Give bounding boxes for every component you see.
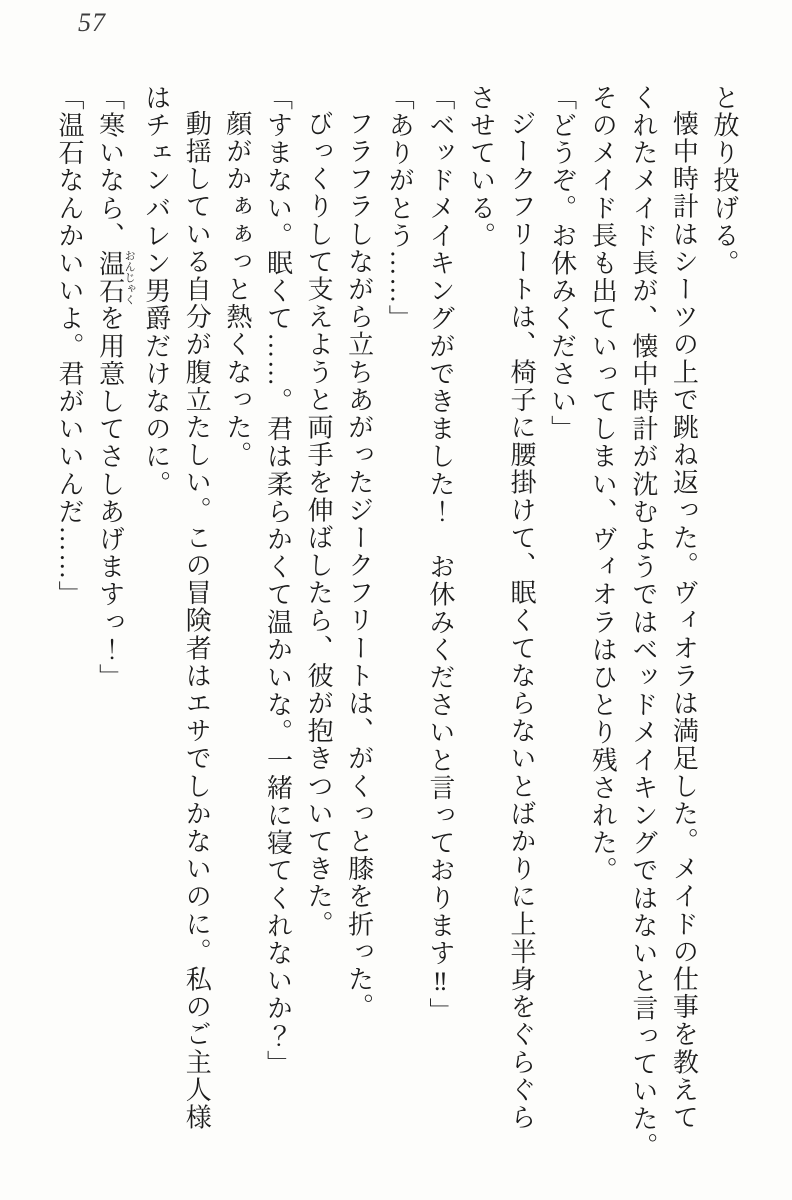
page-number: 57 <box>78 8 106 37</box>
text-line: 顔がかぁぁっと熱くなった。 <box>222 110 252 469</box>
text-line: くれたメイド長が、懐中時計が沈むようではベッドメイキングではないと言っていた。 <box>628 84 658 1161</box>
text-columns <box>52 84 744 1188</box>
text-line: びっくりして支えようと両手を伸ばしたら、彼が抱きついてきた。 <box>304 110 334 938</box>
text-line: 「温石なんかいいよ。君がいいんだ……」 <box>55 84 84 609</box>
text-line: フラフラしながら立ちあがったジークフリートは、がくっと膝を折った。 <box>344 110 374 1021</box>
text-line: 「ありがとう……」 <box>385 84 415 333</box>
text-line: はチェンバレン男爵だけなのに。 <box>141 84 171 498</box>
text-line: させている。 <box>466 84 496 250</box>
text-line: 「どうぞ。お休みください」 <box>547 84 577 443</box>
text-line: 「寒いなら、温石おんじゃくを用意してさしあげますっ！」 <box>95 84 136 692</box>
text-line: 懐中時計はシーツの上で跳ね返った。ヴィオラは満足した。メイドの仕事を教えて <box>669 110 699 1132</box>
text-line: そのメイド長も出ていってしまい、ヴィオラはひとり残された。 <box>588 84 618 885</box>
furigana-text: おんじゃく <box>123 249 136 305</box>
text-line: ジークフリートは、椅子に腰掛けて、眠くてならないとばかりに上半身をぐらぐら <box>507 110 537 1132</box>
text-line: 動揺している自分が腹立たしい。この冒険者はエサでしかないのに。私のご主人様 <box>182 110 212 1132</box>
text-line: と放り投げる。 <box>710 84 739 278</box>
text-line: 「ベッドメイキングができました！ お休みくださいと言っております‼」 <box>425 84 455 1026</box>
text-line: 「すまない。眠くて……。君は柔らかくて温かいな。一緒に寝てくれないか？」 <box>263 84 293 1078</box>
ruby-annotation: 温石おんじゃく <box>95 249 136 305</box>
